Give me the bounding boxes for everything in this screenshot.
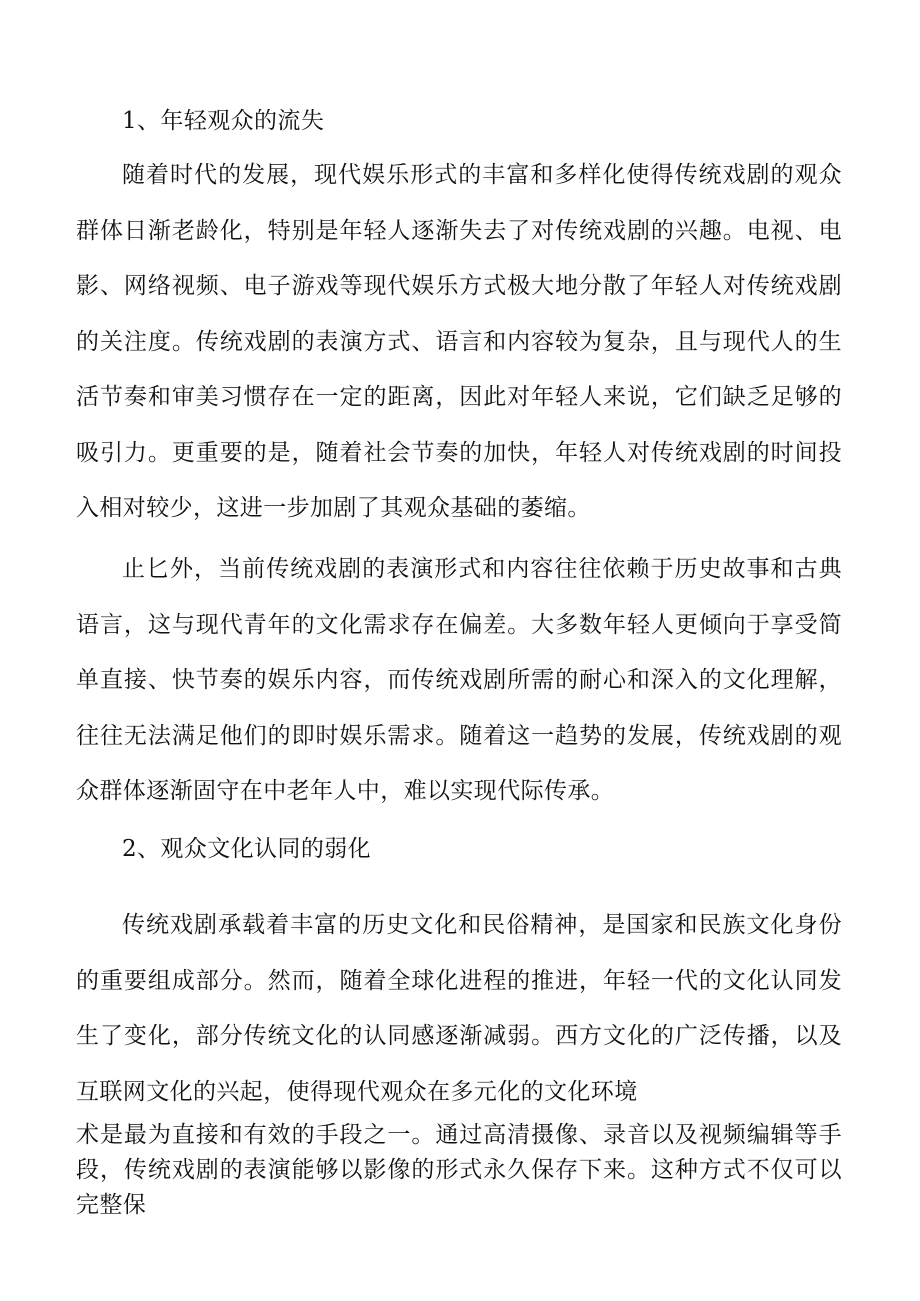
continuation-fragment: 术是最为直接和有效的手段之一。通过高清摄像、录音以及视频编辑等手段，传统戏剧的表演能够以影像的形式永久保存下来。这种方式不仅可以完整保 [76,1122,842,1218]
paragraph-1: 随着时代的发展，现代娱乐形式的丰富和多样化使得传统戏剧的观众群体日渐老龄化，特别是年轻人逐渐失去了对传统戏剧的兴趣。电视、电影、网络视频、电子游戏等现代娱乐方式极大地分散了年轻人对传统戏剧的关注度。传统戏剧的表演方式、语言和内容较为复杂，且与现代人的生活节奏和审美习惯存在一定的距离，因此对年轻人来说，它们缺乏足够的吸引力。更重要的是，随着社会节奏的加快，年轻人对传统戏剧的时间投入相对较少，这进一步加剧了其观众基础的萎缩。 [76,162,842,521]
section-heading-1: 1、年轻观众的流失 [122,108,325,134]
paragraph-3: 传统戏剧承载着丰富的历史文化和民俗精神，是国家和民族文化身份的重要组成部分。然而，随着全球化进程的推进，年轻一代的文化认同发生了变化，部分传统文化的认同感逐渐减弱。西方文化的广泛传播，以及互联网文化的兴起，使得现代观众在多元化的文化环境 [76,912,842,1105]
paragraph-2: 止匕外，当前传统戏剧的表演形式和内容往往依赖于历史故事和古典语言，这与现代青年的文化需求存在偏差。大多数年轻人更倾向于享受简单直接、快节奏的娱乐内容，而传统戏剧所需的耐心和深入的文化理解，往往无法满足他们的即时娱乐需求。随着这一趋势的发展，传统戏剧的观众群体逐渐固守在中老年人中，难以实现代际传承。 [76,556,842,804]
section-heading-2: 2、观众文化认同的弱化 [122,836,372,862]
